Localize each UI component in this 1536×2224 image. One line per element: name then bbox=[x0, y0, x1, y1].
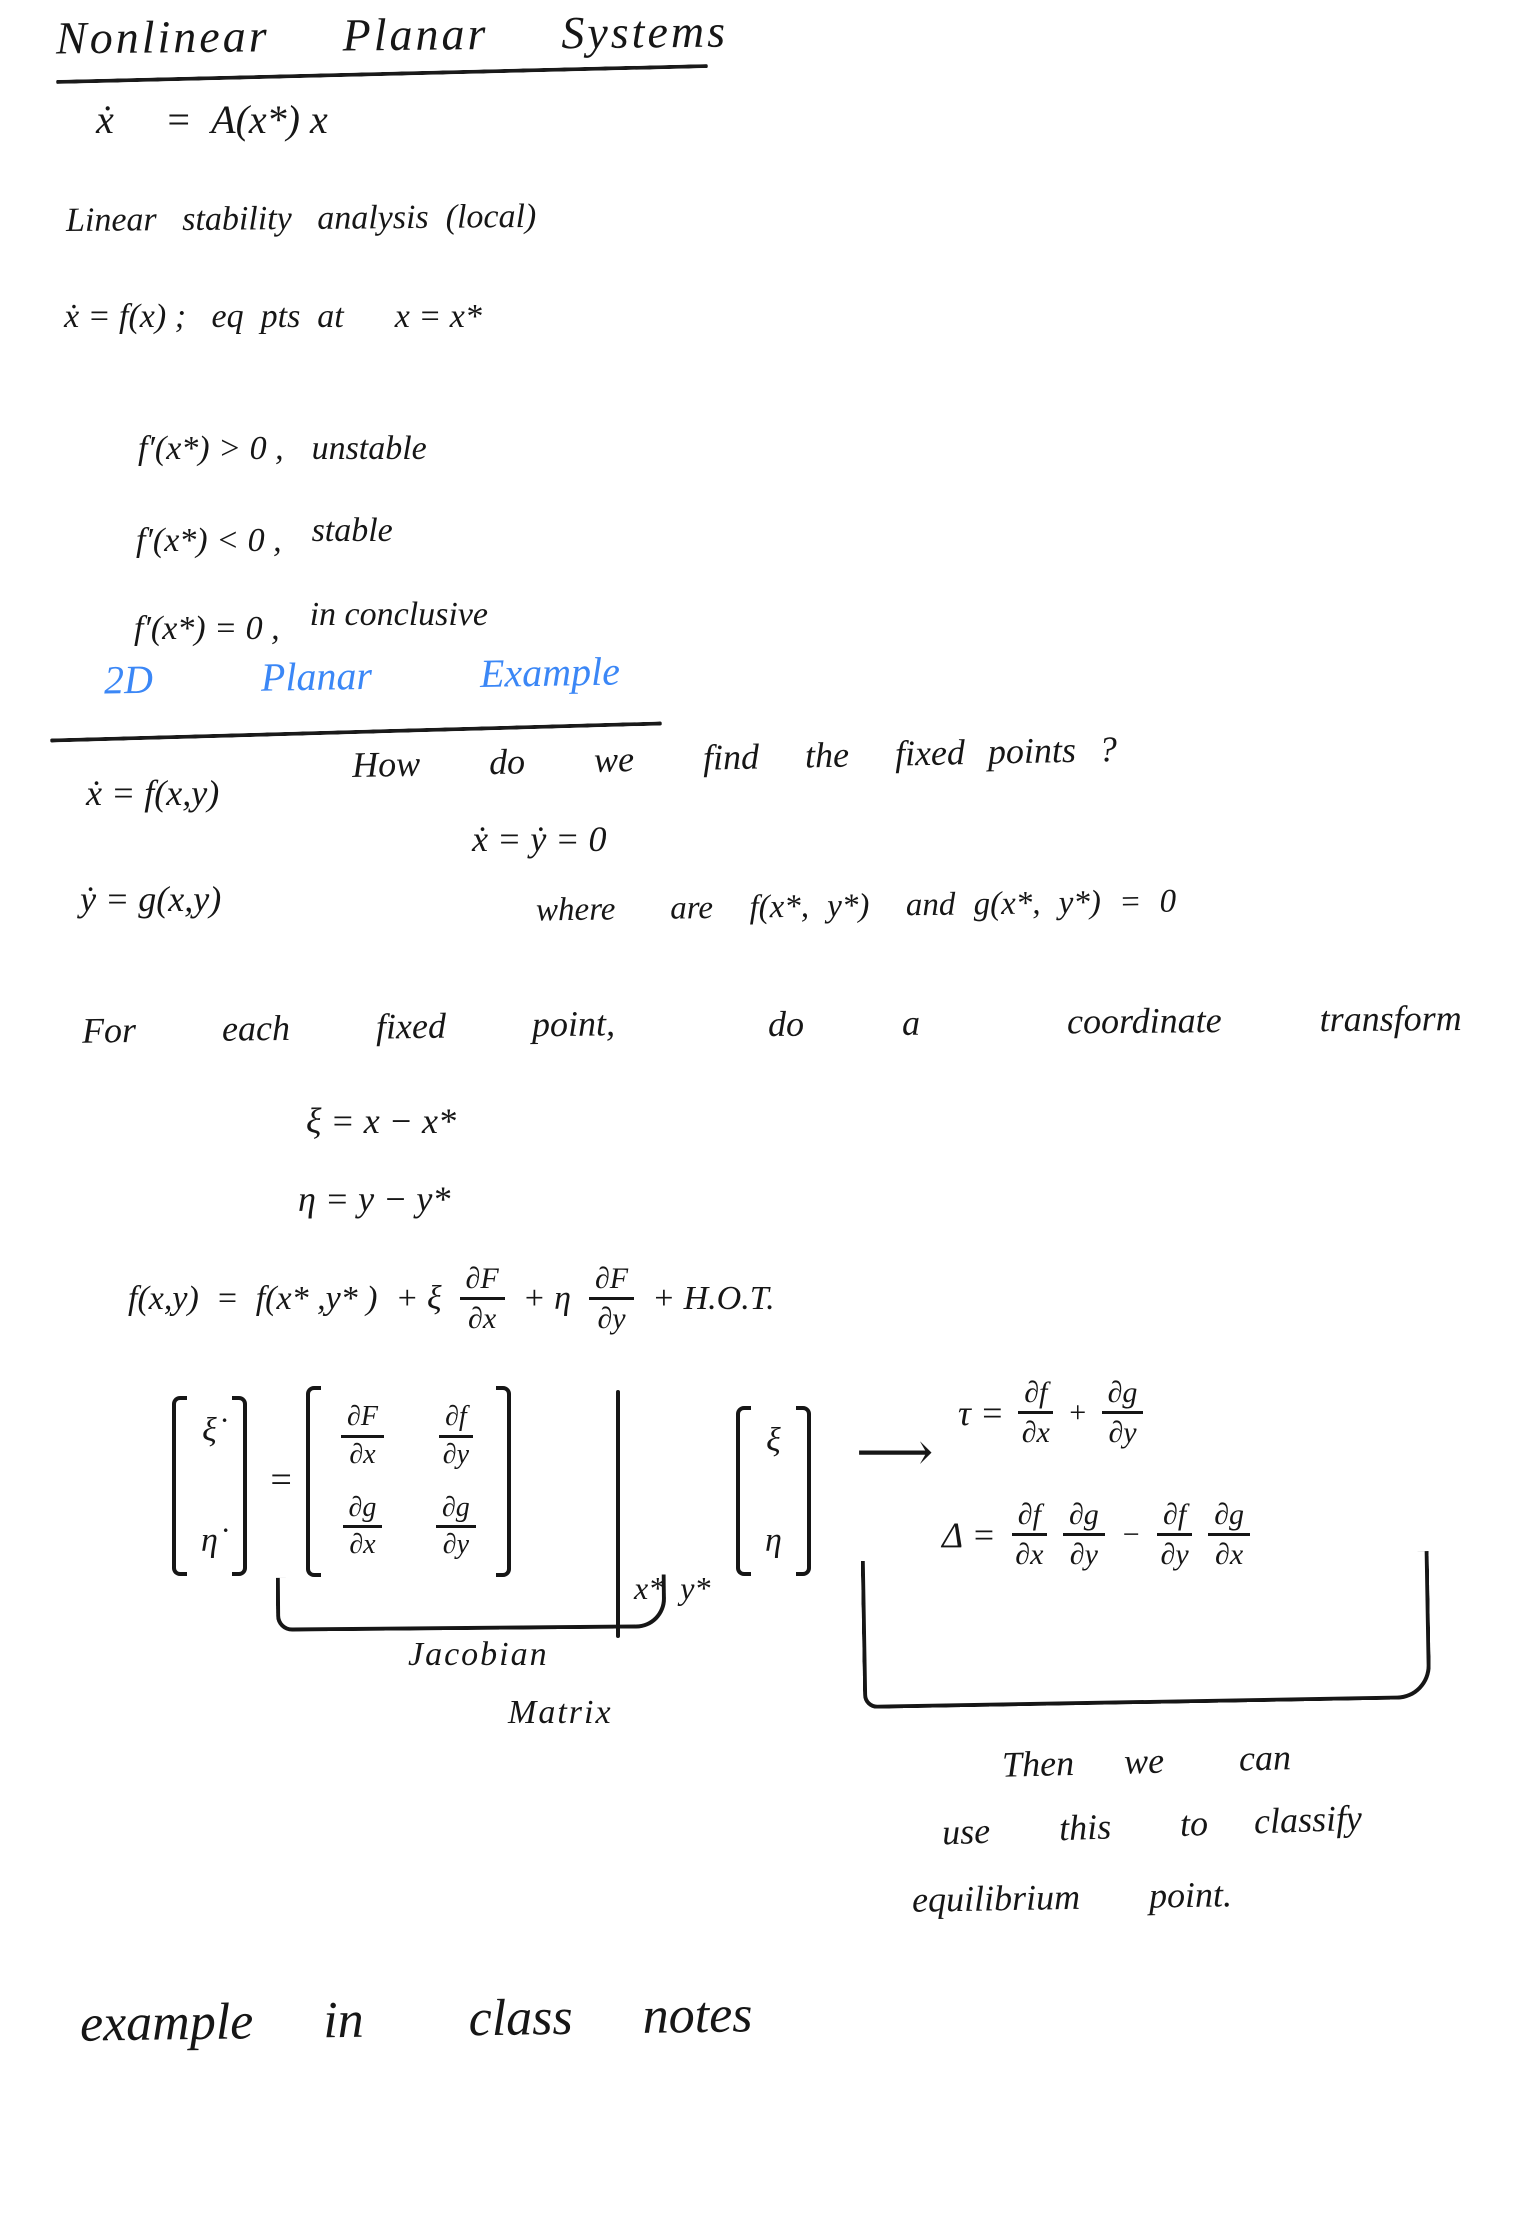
linear-stability-intro: Linear stability analysis (local) bbox=[65, 197, 537, 240]
transform-note-left: For each fixed point, bbox=[81, 1003, 616, 1051]
fraction-denominator: ∂x bbox=[1215, 1538, 1244, 1571]
linear-system-equation: ẋ = f(x) ; eq pts at x = x* bbox=[64, 298, 482, 335]
fraction-denominator: ∂x bbox=[349, 1529, 376, 1561]
case-verdict: unstable bbox=[311, 430, 427, 467]
section-heading-2d-planar-example: 2D Planar Example bbox=[103, 648, 621, 703]
fraction-denominator: ∂x bbox=[349, 1438, 376, 1470]
matrix-bracket-left bbox=[306, 1386, 321, 1577]
fraction-numerator: ∂g bbox=[343, 1493, 383, 1529]
taylor-lhs: f(x,y) = f(x* ,y* ) bbox=[128, 1279, 378, 1317]
fraction-numerator: ∂F bbox=[341, 1402, 384, 1438]
matrix-bracket-right bbox=[496, 1386, 511, 1577]
matrix-entry-dgdx bbox=[343, 1493, 383, 1562]
vector-entry-xi-dot: ξ̇ bbox=[202, 1412, 217, 1449]
matrix-entry-dFdx bbox=[341, 1402, 384, 1471]
fraction-denominator: ∂y bbox=[1069, 1538, 1098, 1571]
partial-fraction bbox=[1018, 1376, 1053, 1449]
plus-sign: + bbox=[1067, 1395, 1088, 1429]
matrix-entry-dfdy bbox=[439, 1402, 473, 1471]
fraction-numerator: ∂g bbox=[1102, 1376, 1144, 1414]
vector-bracket-left bbox=[172, 1396, 187, 1576]
matrix-entry-dgdy bbox=[436, 1493, 476, 1562]
vector-entry-eta-dot: η̇ bbox=[201, 1522, 218, 1559]
vector-bracket-right bbox=[796, 1406, 811, 1576]
taylor-term1-coef: + ξ bbox=[395, 1279, 442, 1317]
taylor-term2-coef: + η bbox=[522, 1279, 571, 1317]
jacobian-rhs-vector bbox=[736, 1406, 811, 1576]
fixed-points-question: How do we find the fixed points ? bbox=[351, 728, 1118, 786]
case-condition: f′(x*) > 0 , bbox=[138, 430, 284, 467]
title-underline bbox=[56, 64, 708, 84]
vector-bracket-right bbox=[232, 1396, 247, 1576]
fraction-numerator: ∂f bbox=[439, 1402, 473, 1438]
case-verdict: stable bbox=[311, 512, 393, 549]
equals-sign: = bbox=[268, 1459, 294, 1501]
fixed-point-condition: ẋ = ẏ = 0 bbox=[472, 819, 607, 859]
main-equation: ẋ⃗ = A(x*) x⃗ bbox=[96, 97, 359, 142]
where-clause: where are f(x*, y*) and g(x*, y*) = 0 bbox=[535, 883, 1177, 929]
case-verdict: in conclusive bbox=[309, 596, 488, 633]
fraction-denominator: ∂x bbox=[1015, 1538, 1044, 1571]
fraction-numerator: ∂f bbox=[1157, 1498, 1192, 1536]
jacobian-label-line2: Matrix bbox=[508, 1694, 613, 1731]
vector-entry-xi: ξ bbox=[766, 1422, 781, 1459]
classification-note-line3: equilibrium point. bbox=[911, 1874, 1233, 1920]
fraction-numerator: ∂f bbox=[1018, 1376, 1053, 1414]
fraction-denominator: ∂y bbox=[1108, 1416, 1137, 1449]
fraction-denominator: ∂x bbox=[468, 1302, 497, 1335]
trace-equation bbox=[958, 1376, 1143, 1449]
footer-note: example in class notes bbox=[79, 1986, 753, 2053]
jacobian-underbrace bbox=[276, 1574, 666, 1631]
jacobian-matrix bbox=[306, 1386, 511, 1577]
vector-bracket-left bbox=[736, 1406, 751, 1576]
planar-eq-x: ẋ = f(x,y) bbox=[86, 773, 220, 813]
fraction-denominator: ∂y bbox=[597, 1302, 626, 1335]
minus-sign: − bbox=[1120, 1517, 1142, 1551]
jacobian-label-line1: Jacobian bbox=[408, 1636, 549, 1673]
classification-note-line1: Then we can bbox=[1001, 1737, 1292, 1785]
vector-entry-eta: η bbox=[765, 1522, 782, 1559]
taylor-expansion bbox=[128, 1262, 775, 1335]
evaluation-subscript: x* y* bbox=[634, 1570, 711, 1606]
page-title: Nonlinear Planar Systems bbox=[55, 5, 729, 64]
fraction-numerator: ∂F bbox=[589, 1262, 634, 1300]
eta-definition: η = y − y* bbox=[298, 1179, 451, 1219]
fraction-denominator: ∂y bbox=[442, 1529, 469, 1561]
partial-fraction bbox=[1102, 1376, 1144, 1449]
fraction-numerator: ∂F bbox=[460, 1262, 505, 1300]
fraction-numerator: ∂f bbox=[1012, 1498, 1047, 1536]
taylor-hot-term: + H.O.T. bbox=[652, 1279, 775, 1317]
trace-lhs: τ = bbox=[958, 1392, 1005, 1433]
classification-note-line2: use this to classify bbox=[941, 1797, 1363, 1853]
transform-note-right: do a coordinate transform bbox=[767, 997, 1462, 1045]
fraction-numerator: ∂g bbox=[1063, 1498, 1105, 1536]
jacobian-lhs-vector bbox=[172, 1396, 247, 1576]
partial-fraction bbox=[589, 1262, 634, 1335]
classification-underbrace bbox=[861, 1551, 1431, 1709]
determinant-lhs: Δ = bbox=[942, 1514, 996, 1555]
fraction-numerator: ∂g bbox=[436, 1493, 476, 1529]
planar-eq-y: ẏ = g(x,y) bbox=[80, 879, 222, 919]
xi-definition: ξ = x − x* bbox=[306, 1101, 456, 1141]
case-condition: f′(x*) = 0 , bbox=[134, 610, 280, 647]
case-condition: f′(x*) < 0 , bbox=[136, 522, 282, 559]
maps-to-arrow: ⟶ bbox=[856, 1422, 934, 1482]
fraction-numerator: ∂g bbox=[1208, 1498, 1250, 1536]
partial-fraction bbox=[460, 1262, 505, 1335]
fraction-denominator: ∂y bbox=[442, 1438, 469, 1470]
fraction-denominator: ∂x bbox=[1021, 1416, 1050, 1449]
fraction-denominator: ∂y bbox=[1160, 1538, 1189, 1571]
